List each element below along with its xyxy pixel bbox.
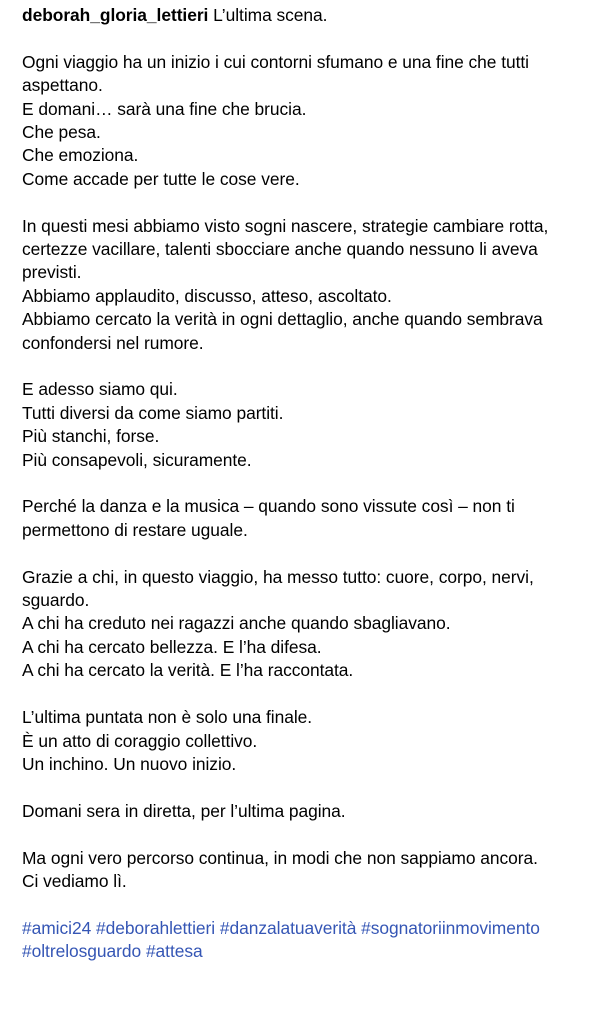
caption-header [22,4,592,27]
caption-line: Più consapevoli, sicuramente. [22,449,252,470]
caption-line: Come accade per tutte le cose vere. [22,168,300,189]
caption-line: A chi ha creduto nei ragazzi anche quando sbagliavano. [22,613,451,634]
caption-line: Abbiamo cercato la verità in ogni dettaglio, anche quando sembrava confondersi nel rumore. [22,309,543,353]
caption-line: In questi mesi abbiamo visto sogni nascere, strategie cambiare rotta, certezze vacillare, talenti sbocciare anche quando nessuno li aveva previsti. [22,215,549,283]
hashtag-link[interactable]: #deborahlettieri [96,917,216,938]
hashtag-link[interactable]: #oltrelosguardo [22,941,142,962]
hashtag-link[interactable]: #sognatoriinmovimento [361,917,540,938]
caption-line: Che pesa. [22,122,101,143]
caption-line: Domani sera in diretta, per l’ultima pagina. [22,800,346,821]
caption-paragraph [22,566,592,683]
caption-line: Tutti diversi da come siamo partiti. [22,402,284,423]
post-caption [22,4,592,964]
caption-line: Perché la danza e la musica – quando sono vissute così – non ti permettono di restare uguale. [22,496,515,540]
caption-line: Ma ogni vero percorso continua, in modi che non sappiamo ancora. [22,847,538,868]
caption-paragraph [22,495,592,542]
caption-line: E domani… sarà una fine che brucia. [22,98,307,119]
caption-paragraph [22,378,592,472]
caption-body [22,51,592,894]
caption-paragraph [22,706,592,776]
caption-paragraph [22,215,592,355]
caption-line: Ci vediamo lì. [22,870,127,891]
caption-line: È un atto di coraggio collettivo. [22,730,258,751]
caption-line: Più stanchi, forse. [22,426,160,447]
caption-line: Un inchino. Un nuovo inizio. [22,753,237,774]
caption-line: Grazie a chi, in questo viaggio, ha messo tutto: cuore, corpo, nervi, sguardo. [22,566,534,611]
hashtag-link[interactable]: #amici24 [22,917,92,938]
caption-line: E adesso siamo qui. [22,379,178,400]
hashtag-link[interactable]: #danzalatuaverità [219,917,357,938]
caption-line: A chi ha cercato la verità. E l’ha raccontata. [22,660,354,681]
caption-title: L’ultima scena. [213,5,328,25]
hashtag-link[interactable]: #attesa [145,941,203,962]
caption-paragraph [22,800,592,823]
caption-line: Abbiamo applaudito, discusso, atteso, ascoltato. [22,285,392,306]
caption-line: L’ultima puntata non è solo una finale. [22,707,313,728]
caption-line: A chi ha cercato bellezza. E l’ha difesa. [22,636,322,657]
username-link[interactable]: deborah_gloria_lettieri [22,5,209,25]
hashtag-list [22,917,592,964]
caption-paragraph [22,51,592,191]
caption-line: Ogni viaggio ha un inizio i cui contorni sfumano e una fine che tutti aspettano. [22,51,529,96]
caption-paragraph [22,847,592,894]
caption-line: Che emoziona. [22,145,139,166]
